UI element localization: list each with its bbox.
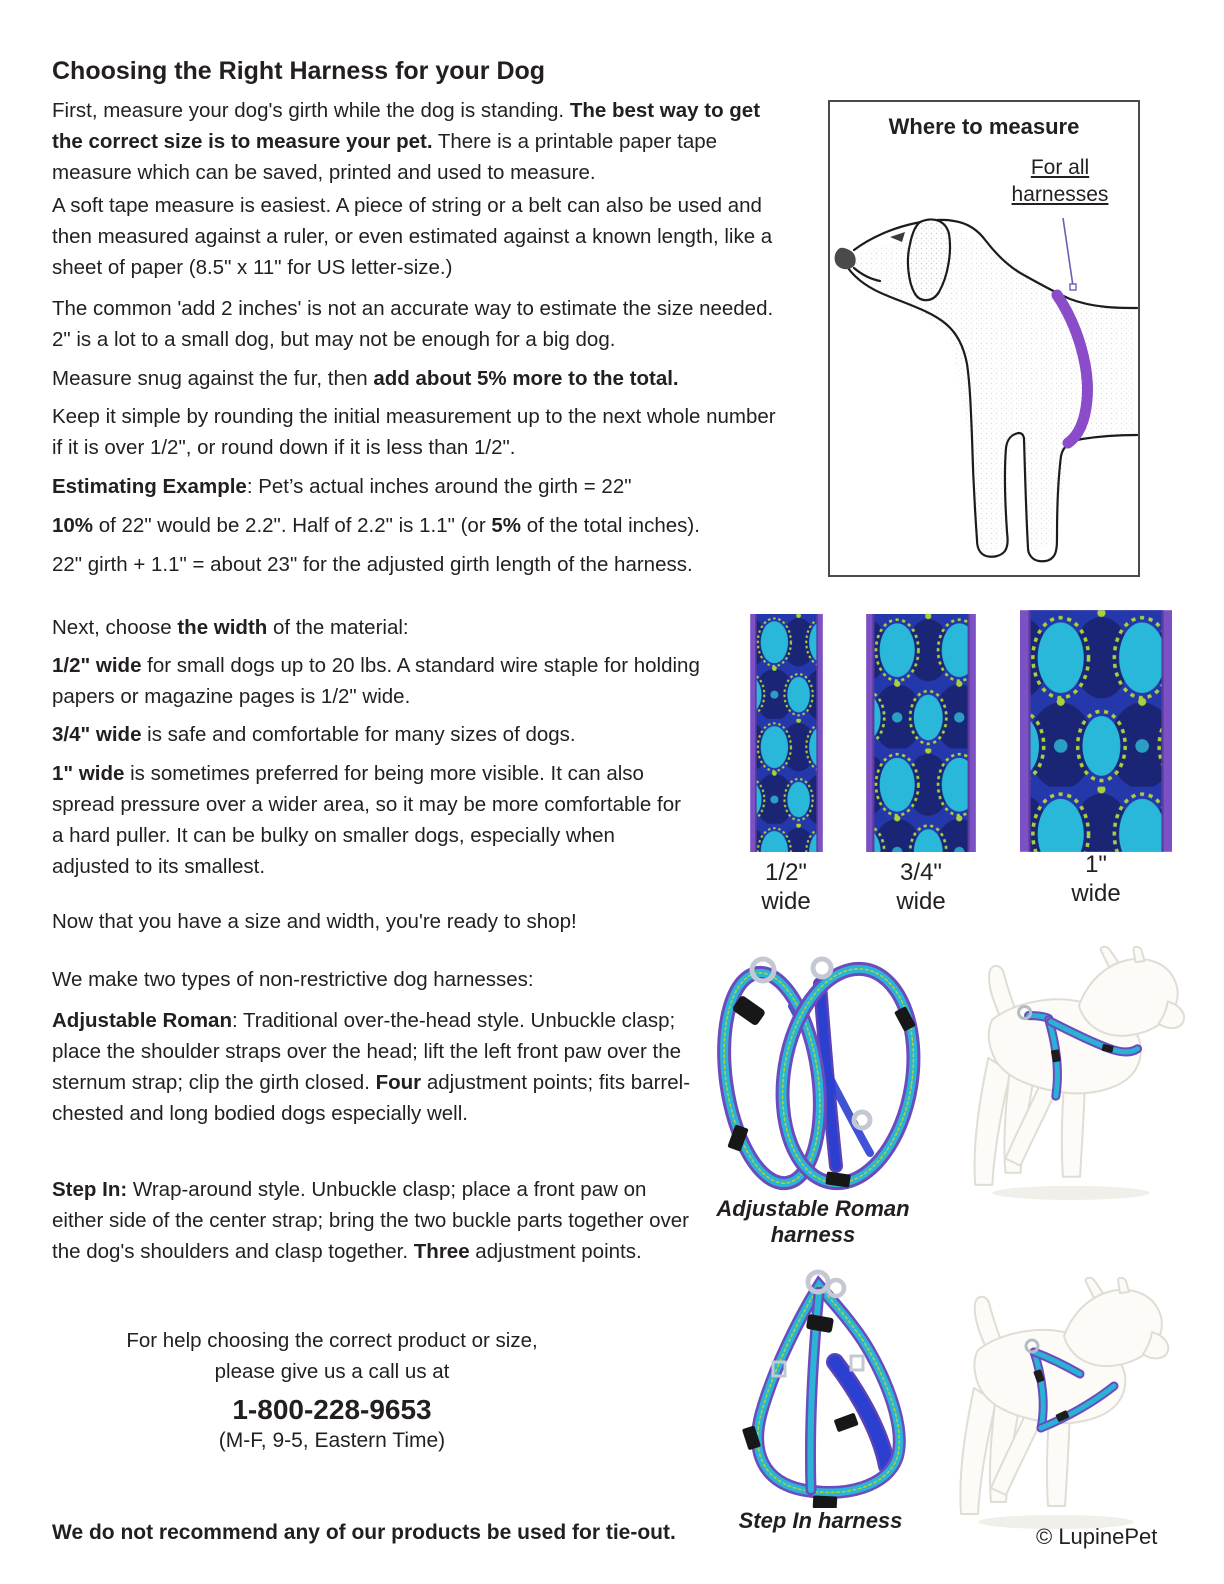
step-in-mannequin-photo xyxy=(938,1276,1188,1536)
estimating-math-line xyxy=(52,510,812,541)
copyright: © LupinePet xyxy=(1036,1524,1158,1549)
one-inch-size: 1" xyxy=(1085,851,1107,878)
estimating-example-text: : Pet’s actual inches around the girth = 22" xyxy=(246,475,632,498)
intro-paragraph-5: Keep it simple by rounding the initial measurement up to the next whole number if it is over 1/2", or round down if it is less than 1/2". xyxy=(52,405,776,459)
phone-number: 1-800-228-9653 xyxy=(232,1394,432,1425)
step-in-caption: Step In harness xyxy=(738,1508,903,1533)
half-inch-bold: 1/2" wide xyxy=(52,654,142,677)
label-half-inch-wide xyxy=(746,858,826,916)
three-quarter-bold: 3/4" wide xyxy=(52,723,142,746)
half-inch-size: 1/2" xyxy=(765,859,807,886)
callout-line-2: harnesses xyxy=(1011,183,1109,206)
where-to-measure-box xyxy=(828,100,1140,577)
step-in-paragraph xyxy=(52,1174,697,1267)
one-inch-bold: 1" wide xyxy=(52,762,125,785)
top-ring-right-icon xyxy=(828,1280,844,1296)
roman-mannequin-photo xyxy=(952,945,1204,1207)
roman-four-bold: Four xyxy=(375,1071,422,1094)
contact-line-1: For help choosing the correct product or size, xyxy=(126,1329,538,1352)
width-heading xyxy=(52,612,752,643)
five-percent-bold: 5% xyxy=(491,514,521,537)
estimating-example-bold: Estimating Example xyxy=(52,475,247,498)
estimating-example-line xyxy=(52,471,792,502)
types-heading: We make two types of non-restrictive dog harnesses: xyxy=(52,968,534,991)
intro-p1-text: First, measure your dog's girth while the dog is standing. xyxy=(52,99,570,122)
top-ring-icon xyxy=(813,959,831,977)
callout-line-1: For all xyxy=(1030,156,1090,179)
roman-harness-photo xyxy=(700,948,972,1198)
three-quarter-paragraph xyxy=(52,719,732,750)
step-in-text-2: adjustment points. xyxy=(469,1240,642,1263)
half-inch-text: for small dogs up to 20 lbs. A standard wire staple for holding papers or magazine pages is 1/2" wide. xyxy=(52,654,700,708)
three-quarter-wide-word: wide xyxy=(896,888,946,915)
intro-paragraph-1 xyxy=(52,95,776,188)
webbing-swatch-three-quarter-inch xyxy=(866,614,976,852)
three-quarter-text: is safe and comfortable for many sizes of dogs. xyxy=(141,723,576,746)
half-inch-paragraph xyxy=(52,650,712,712)
math-text-2: of the total inches). xyxy=(521,514,700,537)
side-ring-right-icon xyxy=(851,1356,863,1370)
step-in-bold: Step In: xyxy=(52,1178,128,1201)
contact-line-2: please give us a call us at xyxy=(214,1360,450,1383)
webbing-swatch-half-inch xyxy=(750,614,823,852)
for-all-harnesses-callout xyxy=(980,154,1140,208)
roman-bold: Adjustable Roman xyxy=(52,1009,232,1032)
half-inch-wide-word: wide xyxy=(761,888,811,915)
step-in-text-1: Wrap-around style. Unbuckle clasp; place a front paw on either side of the center strap; bring the two buckle parts together over the dog's shoulders and clasp together. xyxy=(52,1178,689,1263)
callout-pointer xyxy=(1063,218,1076,290)
intro-paragraph-3: The common 'add 2 inches' is not an accurate way to estimate the size needed. 2" is a lot to a small dog, but may not be enough for a big dog. xyxy=(52,297,774,351)
one-inch-wide-word: wide xyxy=(1071,880,1121,907)
intro-p4-bold: add about 5% more to the total. xyxy=(373,367,679,390)
page-title: Choosing the Right Harness for your Dog xyxy=(52,57,546,85)
webbing-swatch-one-inch xyxy=(1020,610,1172,852)
roman-caption: Adjustable Roman harness xyxy=(716,1196,910,1247)
mid-ring-icon xyxy=(854,1112,870,1128)
roman-paragraph xyxy=(52,1005,697,1129)
one-inch-text: is sometimes preferred for being more visible. It can also spread pressure over a wider area, so it may be more comfortable for a hard puller. It can be bulky on smaller dogs, especially when adjusted to its smallest. xyxy=(52,762,681,878)
phone-hours: (M-F, 9-5, Eastern Time) xyxy=(218,1429,446,1452)
step-in-three-bold: Three xyxy=(413,1240,470,1263)
label-one-inch-wide xyxy=(1020,850,1172,908)
intro-p1-bold: The best way to get the correct size is to measure your pet. xyxy=(52,99,761,153)
width-heading-text2: of the material: xyxy=(267,616,409,639)
three-quarter-size: 3/4" xyxy=(900,859,942,886)
dog-nose xyxy=(835,248,856,269)
math-text-1: of 22" would be 2.2". Half of 2.2" is 1.1" (or xyxy=(93,514,492,537)
intro-p4-text: Measure snug against the fur, then xyxy=(52,367,374,390)
ready-to-shop-line: Now that you have a size and width, you're ready to shop! xyxy=(52,910,577,933)
label-three-quarter-inch-wide xyxy=(866,858,976,916)
one-inch-paragraph xyxy=(52,758,692,882)
contact-block xyxy=(52,1325,612,1455)
adjusted-girth-line: 22" girth + 1.1" = about 23" for the adjusted girth length of the harness. xyxy=(52,553,693,576)
roman-text-1: : Traditional over-the-head style. Unbuckle clasp; place the shoulder straps over the head; lift the left front paw over the sternum strap; clip the girth closed. xyxy=(52,1009,682,1094)
tie-out-disclaimer: We do not recommend any of our products be used for tie-out. xyxy=(52,1521,676,1544)
intro-paragraph-4 xyxy=(52,363,792,394)
ten-percent-bold: 10% xyxy=(52,514,94,537)
intro-paragraph-2: A soft tape measure is easiest. A piece of string or a belt can also be used and then measured against a ruler, or even estimated against a known length, like a sheet of paper (8.5" x 11" for US letter-size.) xyxy=(52,194,773,279)
width-heading-bold: the width xyxy=(177,616,268,639)
width-heading-text1: Next, choose xyxy=(52,616,178,639)
measure-box-title: Where to measure xyxy=(888,114,1080,139)
step-in-harness-photo xyxy=(715,1266,955,1508)
intro-p1-text2: There is a printable paper tape measure which can be saved, printed and used to measure. xyxy=(52,130,718,184)
roman-text-2: adjustment points; fits barrel-chested and long bodied dogs especially well. xyxy=(52,1071,691,1125)
